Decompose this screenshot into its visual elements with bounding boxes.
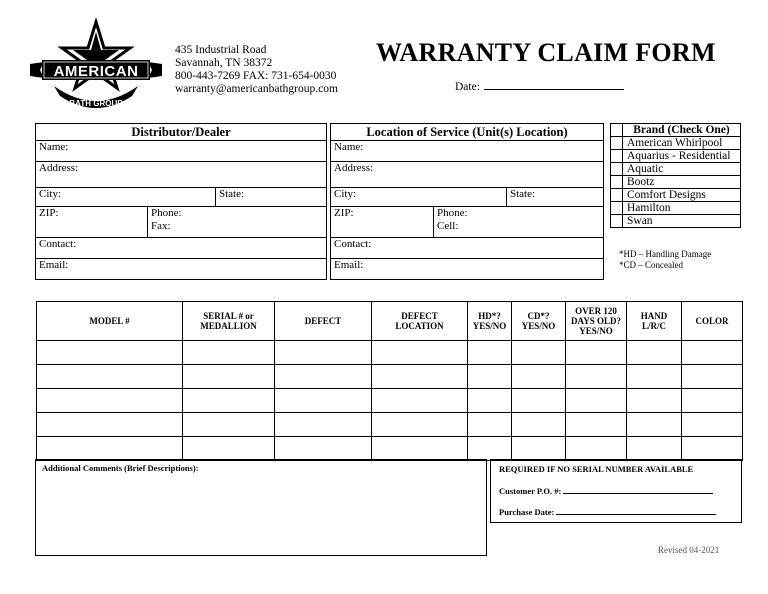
items-col-header	[183, 302, 275, 341]
items-cell[interactable]	[566, 389, 627, 413]
location-contact-label: Contact:	[334, 238, 372, 250]
distributor-address-label: Address:	[39, 162, 79, 174]
note-cd: *CD – Concealed	[619, 260, 683, 270]
items-cell[interactable]	[275, 365, 372, 389]
brand-checkbox-header	[611, 124, 623, 137]
distributor-fax-label: Fax:	[151, 219, 171, 232]
items-cell[interactable]	[512, 365, 566, 389]
items-body	[37, 341, 743, 461]
brand-item: American Whirlpool	[623, 137, 741, 150]
company-address	[175, 44, 338, 96]
date-label: Date:	[455, 81, 480, 93]
items-cell[interactable]	[512, 413, 566, 437]
location-phone-label: Phone:	[437, 207, 468, 219]
items-cell[interactable]	[627, 413, 682, 437]
items-col-header-line: DAYS OLD?	[571, 316, 621, 326]
items-cell[interactable]	[37, 365, 183, 389]
location-name-label: Name:	[334, 141, 364, 153]
items-cell[interactable]	[183, 413, 275, 437]
distributor-zip-label: ZIP:	[39, 207, 59, 219]
items-col-header-line: HAND	[640, 311, 668, 321]
brand-checkbox[interactable]	[611, 189, 623, 202]
location-address-label: Address:	[334, 162, 374, 174]
distributor-contact-label: Contact:	[39, 238, 77, 250]
distributor-email-field[interactable]	[36, 259, 327, 280]
items-col-header-line: YES/NO	[472, 321, 507, 331]
items-cell[interactable]	[275, 437, 372, 461]
location-header: Location of Service (Unit(s) Location)	[331, 124, 604, 141]
note-hd: *HD – Handling Damage	[619, 249, 712, 259]
items-cell[interactable]	[468, 389, 512, 413]
items-cell[interactable]	[566, 341, 627, 365]
distributor-name-label: Name:	[39, 141, 69, 153]
purchase-date-label: Purchase Date:	[499, 507, 555, 517]
distributor-zip-field[interactable]	[36, 207, 148, 238]
items-col-header	[275, 302, 372, 341]
distributor-header: Distributor/Dealer	[36, 124, 327, 141]
table-row	[37, 389, 743, 413]
items-cell[interactable]	[372, 437, 468, 461]
location-name-field[interactable]	[331, 141, 604, 162]
distributor-name-field[interactable]	[36, 141, 327, 162]
items-cell[interactable]	[468, 365, 512, 389]
items-cell[interactable]	[468, 437, 512, 461]
items-col-header	[512, 302, 566, 341]
items-col-header-line: LOCATION	[395, 321, 444, 331]
comments-box[interactable]	[35, 459, 487, 556]
company-city-state: Savannah, TN 38372	[175, 57, 273, 69]
customer-po-label: Customer P.O. #:	[499, 486, 562, 496]
location-city-label: City:	[334, 188, 357, 200]
items-cell[interactable]	[682, 389, 743, 413]
items-cell[interactable]	[275, 389, 372, 413]
company-street: 435 Industrial Road	[175, 44, 267, 56]
items-cell[interactable]	[512, 437, 566, 461]
distributor-phone-fax-field[interactable]	[148, 207, 327, 238]
items-cell[interactable]	[566, 365, 627, 389]
location-state-field[interactable]	[507, 188, 604, 207]
brand-item: Bootz	[623, 176, 741, 189]
location-state-label: State:	[510, 188, 536, 200]
items-cell[interactable]	[468, 413, 512, 437]
items-cell[interactable]	[372, 365, 468, 389]
distributor-city-label: City:	[39, 188, 62, 200]
items-cell[interactable]	[37, 437, 183, 461]
items-cell[interactable]	[372, 389, 468, 413]
customer-po-line[interactable]	[563, 485, 713, 494]
distributor-contact-field[interactable]	[36, 238, 327, 259]
items-col-header-line: HD*?	[478, 311, 501, 321]
brand-checkbox[interactable]	[611, 137, 623, 150]
distributor-state-label: State:	[219, 188, 245, 200]
items-col-header	[468, 302, 512, 341]
brand-checkbox[interactable]	[611, 202, 623, 215]
required-box	[490, 459, 742, 523]
items-cell[interactable]	[372, 413, 468, 437]
items-col-header	[372, 302, 468, 341]
items-cell[interactable]	[372, 341, 468, 365]
company-email: warranty@americanbathgroup.com	[175, 83, 338, 95]
items-col-header-line: YES/NO	[521, 321, 556, 331]
company-phone-fax: 800-443-7269 FAX: 731-654-0030	[175, 70, 337, 82]
distributor-city-field[interactable]	[36, 188, 216, 207]
items-cell[interactable]	[682, 437, 743, 461]
table-row	[37, 437, 743, 461]
items-cell[interactable]	[37, 341, 183, 365]
distributor-phone-label: Phone:	[151, 207, 182, 219]
logo-word: AMERICAN	[53, 63, 139, 80]
items-cell[interactable]	[183, 341, 275, 365]
brand-header: Brand (Check One)	[623, 124, 741, 137]
items-cell[interactable]	[512, 389, 566, 413]
purchase-date-field[interactable]	[499, 506, 716, 517]
required-title: REQUIRED IF NO SERIAL NUMBER AVAILABLE	[499, 464, 694, 474]
items-cell[interactable]	[566, 413, 627, 437]
items-cell[interactable]	[627, 341, 682, 365]
items-cell[interactable]	[37, 413, 183, 437]
items-col-header	[37, 302, 183, 341]
items-col-header-line: OVER 120	[575, 306, 617, 316]
items-cell[interactable]	[682, 413, 743, 437]
american-bath-group-logo	[30, 18, 162, 114]
location-zip-label: ZIP:	[334, 207, 354, 219]
items-table	[36, 301, 743, 461]
items-col-header	[627, 302, 682, 341]
logo-sub: BATH GROUP	[69, 99, 123, 108]
items-cell[interactable]	[183, 389, 275, 413]
items-col-header-line: YES/NO	[579, 326, 613, 336]
table-row	[37, 365, 743, 389]
items-col-header-line: L/R/C	[641, 321, 666, 331]
distributor-email-label: Email:	[39, 259, 69, 271]
brand-checkbox[interactable]	[611, 176, 623, 189]
items-col-header	[682, 302, 743, 341]
form-title: WARRANTY CLAIM FORM	[376, 38, 716, 67]
location-phone-cell-field[interactable]	[434, 207, 604, 238]
date-line[interactable]	[484, 79, 624, 90]
date-field[interactable]	[455, 79, 624, 93]
table-row	[37, 413, 743, 437]
revised-date: Revised 04-2021	[658, 545, 720, 555]
items-cell[interactable]	[468, 341, 512, 365]
location-cell-label: Cell:	[437, 219, 459, 232]
items-cell[interactable]	[566, 437, 627, 461]
brand-checkbox[interactable]	[611, 215, 623, 228]
items-cell[interactable]	[183, 365, 275, 389]
brand-item: Aquatic	[623, 163, 741, 176]
items-cell[interactable]	[275, 413, 372, 437]
location-city-field[interactable]	[331, 188, 507, 207]
items-cell[interactable]	[627, 365, 682, 389]
brand-item: Swan	[623, 215, 741, 228]
location-zip-field[interactable]	[331, 207, 434, 238]
location-email-field[interactable]	[331, 259, 604, 280]
items-cell[interactable]	[682, 341, 743, 365]
comments-label: Additional Comments (Brief Descriptions):	[42, 463, 199, 473]
brand-checkbox[interactable]	[611, 163, 623, 176]
location-contact-field[interactable]	[331, 238, 604, 259]
items-col-header-line: DEFECT	[304, 316, 342, 326]
location-email-label: Email:	[334, 259, 364, 271]
items-col-header-line: SERIAL # or	[203, 311, 254, 321]
items-col-header-line: COLOR	[695, 316, 729, 326]
items-cell[interactable]	[512, 341, 566, 365]
table-row	[37, 341, 743, 365]
location-address-field[interactable]	[331, 162, 604, 188]
brand-section	[610, 123, 741, 228]
customer-po-field[interactable]	[499, 485, 713, 496]
items-cell[interactable]	[627, 437, 682, 461]
distributor-section	[35, 123, 327, 280]
items-cell[interactable]	[627, 389, 682, 413]
damage-notes	[619, 249, 711, 271]
items-col-header-line: DEFECT	[401, 311, 438, 321]
brand-checkbox[interactable]	[611, 150, 623, 163]
brand-item: Aquarius - Residential	[623, 150, 741, 163]
location-section	[330, 123, 604, 280]
brand-item: Comfort Designs	[623, 189, 741, 202]
items-cell[interactable]	[275, 341, 372, 365]
items-header-row	[37, 302, 743, 341]
items-col-header-line: MEDALLION	[200, 321, 257, 331]
items-cell[interactable]	[682, 365, 743, 389]
brand-item: Hamilton	[623, 202, 741, 215]
distributor-state-field[interactable]	[216, 188, 327, 207]
items-col-header	[566, 302, 627, 341]
items-cell[interactable]	[37, 389, 183, 413]
items-col-header-line: MODEL #	[89, 316, 130, 326]
purchase-date-line[interactable]	[556, 506, 716, 515]
items-col-header-line: CD*?	[527, 311, 550, 321]
items-cell[interactable]	[183, 437, 275, 461]
distributor-address-field[interactable]	[36, 162, 327, 188]
